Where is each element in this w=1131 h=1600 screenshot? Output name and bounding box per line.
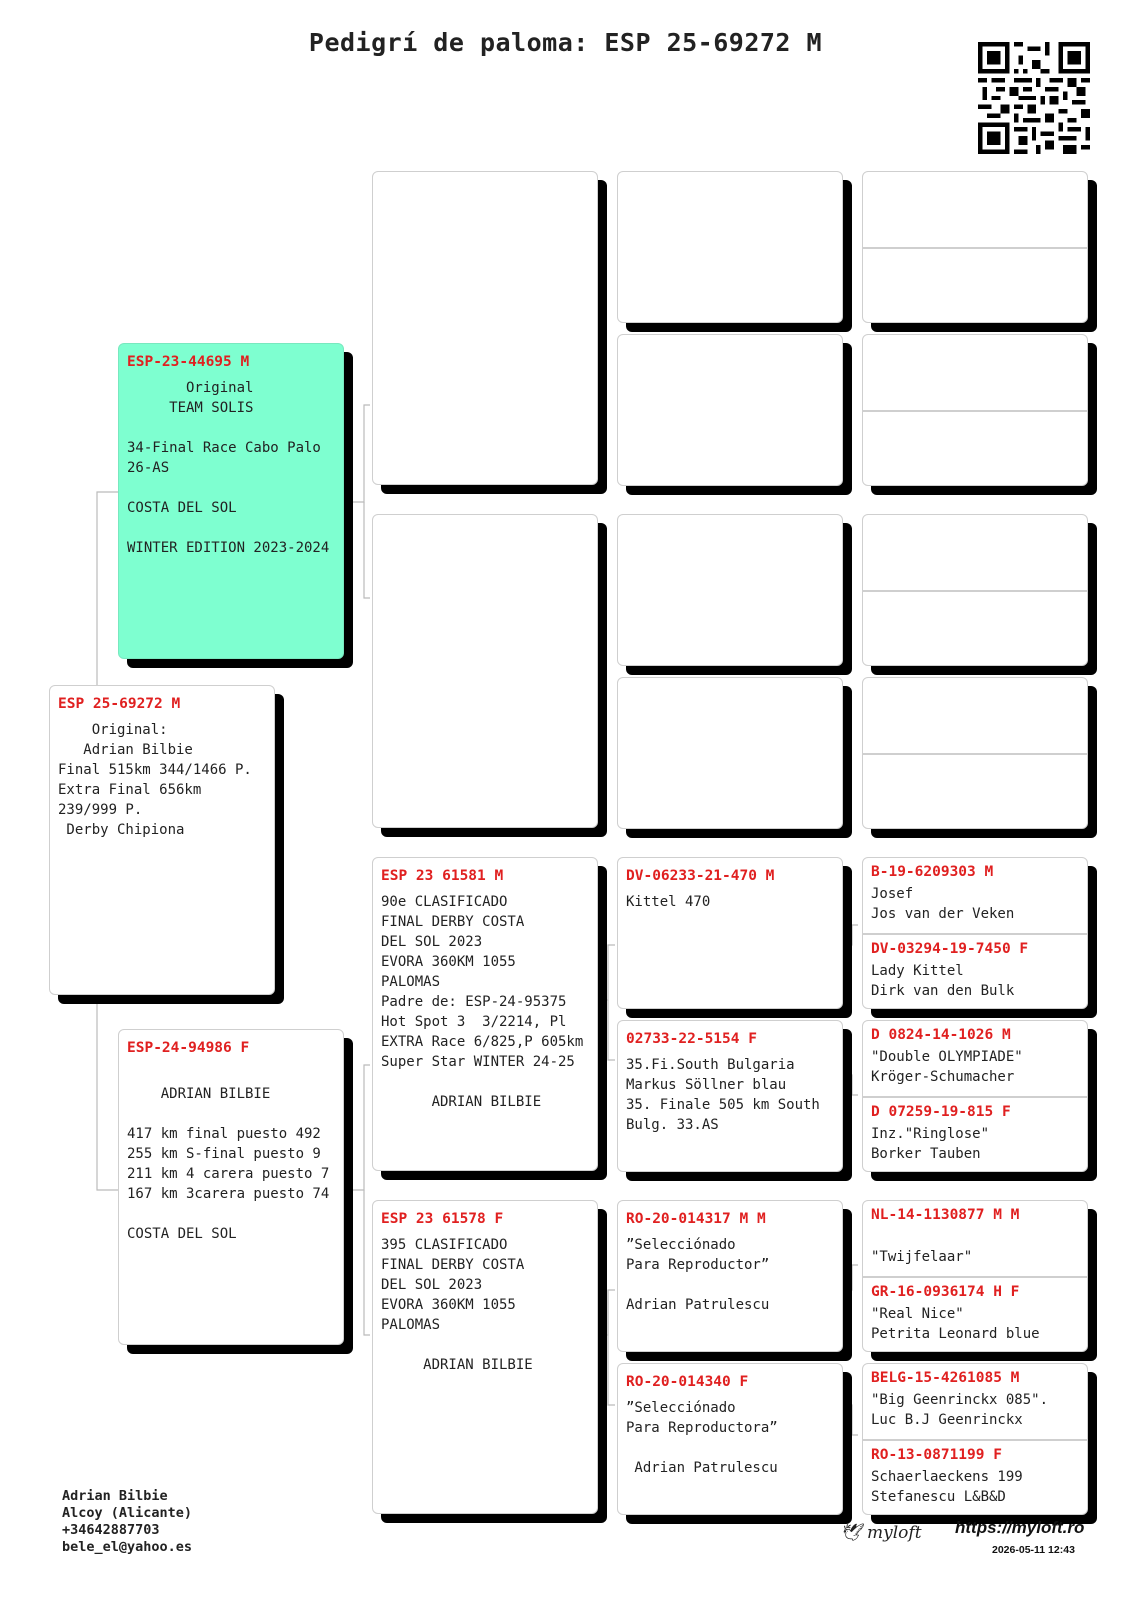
g4-card-empty xyxy=(617,171,843,323)
g4-card-empty xyxy=(617,514,843,666)
dam-sire-dam-card[interactable] xyxy=(617,1020,843,1172)
ring-number: 02733-22-5154 F xyxy=(626,1031,757,1047)
g5-card-c1[interactable] xyxy=(863,1201,1087,1276)
sire-card[interactable] xyxy=(118,343,344,659)
ring-number: D 07259-19-815 F xyxy=(871,1104,1011,1120)
ring-number: BELG-15-4261085 M xyxy=(871,1370,1020,1386)
ring-number: NL-14-1130877 M M xyxy=(871,1207,1020,1223)
pigeon-notes: 90e CLASIFICADO FINAL DERBY COSTA DEL SOL 2023 EVORA 360KM 1055 PALOMAS Padre de: ESP-24-95375 Hot Spot 3 3/2214, Pl EXTRA Race 6/825,P 605km Super Star WINTER 24-25 ADRIAN BILBIE xyxy=(381,894,584,1110)
ring-number: B-19-6209303 M xyxy=(871,864,994,880)
dam-dam-sire-card[interactable] xyxy=(617,1200,843,1352)
pigeon-notes: Original TEAM SOLIS 34-Final Race Cabo Palo 26-AS COSTA DEL SOL WINTER EDITION 2023-2024 xyxy=(127,380,330,556)
g5-card-b2[interactable] xyxy=(863,1096,1087,1173)
g5-card-d2[interactable] xyxy=(863,1439,1087,1516)
pigeon-notes: Kittel 470 xyxy=(626,894,711,910)
dam-dam-card[interactable] xyxy=(372,1200,598,1514)
g5-pair-a xyxy=(862,857,1088,1009)
g5-card-a1[interactable] xyxy=(863,858,1087,933)
logo-text: myloft xyxy=(867,1523,922,1543)
subject-card[interactable] xyxy=(49,685,275,995)
page-title: Pedigrí de paloma: ESP 25-69272 M xyxy=(308,28,823,57)
pigeon-notes: Original: Adrian Bilbie Final 515km 344/1466 P. Extra Final 656km 239/999 P. Derby Chipiona xyxy=(58,722,252,838)
myloft-logo xyxy=(840,1523,922,1543)
g5-card-b1[interactable] xyxy=(863,1021,1087,1096)
pigeon-notes: Schaerlaeckens 199 Stefanescu L&B&D xyxy=(871,1469,1023,1505)
pigeon-notes: ”Selecciónado Para Reproductor” Adrian Patrulescu xyxy=(626,1237,770,1313)
pigeon-notes: Josef Jos van der Veken xyxy=(871,886,1015,922)
g5-pair-empty xyxy=(862,334,1088,486)
g5-card-c2[interactable] xyxy=(863,1276,1087,1353)
ring-number: D 0824-14-1026 M xyxy=(871,1027,1011,1043)
website-link[interactable]: https://myloft.ro xyxy=(955,1518,1085,1537)
dam-sire-card[interactable] xyxy=(372,857,598,1171)
pigeon-notes: 395 CLASIFICADO FINAL DERBY COSTA DEL SOL 2023 EVORA 360KM 1055 PALOMAS ADRIAN BILBIE xyxy=(381,1237,533,1373)
ring-number: ESP 23 61578 F xyxy=(381,1211,504,1227)
sire-sire-card-empty xyxy=(372,171,598,485)
g5-pair-empty xyxy=(862,514,1088,666)
ring-number: DV-03294-19-7450 F xyxy=(871,941,1029,957)
ring-number: ESP-23-44695 M xyxy=(127,354,250,370)
ring-number: ESP 25-69272 M xyxy=(58,696,181,712)
pigeon-notes: "Big Geenrinckx 085". Luc B.J Geenrinckx xyxy=(871,1392,1049,1428)
ring-number: ESP 23 61581 M xyxy=(381,868,504,884)
pigeon-notes: "Double OLYMPIADE" Kröger-Schumacher xyxy=(871,1049,1023,1085)
g5-pair-d xyxy=(862,1363,1088,1515)
pigeon-notes: "Twijfelaar" xyxy=(871,1249,973,1265)
dam-sire-sire-card[interactable] xyxy=(617,857,843,1009)
pigeon-notes: 35.Fi.South Bulgaria Markus Söllner blau 35. Finale 505 km South Bulg. 33.AS xyxy=(626,1057,820,1133)
g5-card-a2[interactable] xyxy=(863,933,1087,1010)
dam-dam-dam-card[interactable] xyxy=(617,1363,843,1515)
bird-icon: 🕊 xyxy=(840,1523,862,1543)
ring-number: DV-06233-21-470 M xyxy=(626,868,775,884)
g5-pair-c xyxy=(862,1200,1088,1352)
sire-dam-card-empty xyxy=(372,514,598,828)
g4-card-empty xyxy=(617,677,843,829)
g5-pair-empty xyxy=(862,677,1088,829)
ring-number: RO-20-014340 F xyxy=(626,1374,749,1390)
ring-number: RO-20-014317 M M xyxy=(626,1211,766,1227)
dam-card[interactable] xyxy=(118,1029,344,1345)
pigeon-notes: "Real Nice" Petrita Leonard blue xyxy=(871,1306,1040,1342)
pigeon-notes: Inz."Ringlose" Borker Tauben xyxy=(871,1126,990,1162)
pigeon-notes: ”Selecciónado Para Reproductora” Adrian Patrulescu xyxy=(626,1400,778,1476)
pigeon-notes: ADRIAN BILBIE 417 km final puesto 492 255 km S-final puesto 9 211 km 4 carera puesto 7 167 km 3carera puesto 74 COSTA DEL SOL xyxy=(127,1086,330,1242)
ring-number: GR-16-0936174 H F xyxy=(871,1284,1020,1300)
g4-card-empty xyxy=(617,334,843,486)
g5-pair-empty xyxy=(862,171,1088,323)
print-datetime: 2026-05-11 12:43 xyxy=(992,1544,1075,1556)
ring-number: ESP-24-94986 F xyxy=(127,1040,250,1056)
g5-pair-b xyxy=(862,1020,1088,1172)
ring-number: RO-13-0871199 F xyxy=(871,1447,1002,1463)
pigeon-notes: Lady Kittel Dirk van den Bulk xyxy=(871,963,1015,999)
g5-card-d1[interactable] xyxy=(863,1364,1087,1439)
owner-contact: Adrian Bilbie Alcoy (Alicante) +34642887703 bele_el@yahoo.es xyxy=(62,1488,193,1555)
